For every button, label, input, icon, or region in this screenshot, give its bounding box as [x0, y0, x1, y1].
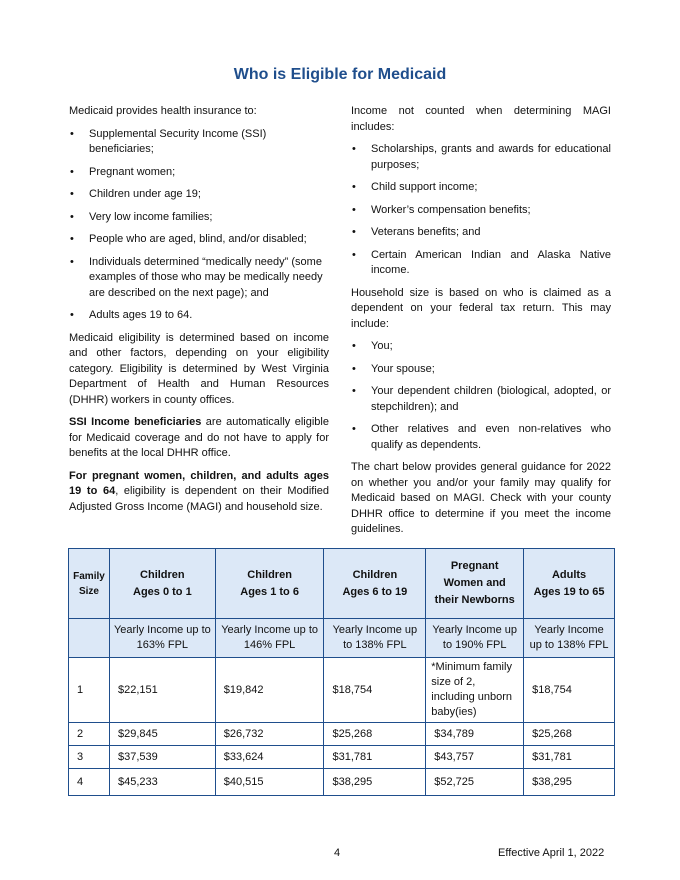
ssi-text: are automatically eligible for Medicaid coverage and do not have to apply for benefits at the local DHHR office. [69, 416, 329, 459]
list-item: • Very low income families; [69, 210, 329, 226]
household-list [351, 339, 611, 453]
page-title: Who is Eligible for Medicaid [233, 66, 447, 83]
header-line: Children [352, 568, 398, 581]
header-line: Family [73, 570, 105, 582]
table-cell: $26,732 [215, 723, 324, 746]
table-cell: 3 [69, 746, 110, 769]
list-item: • Certain American Indian and Alaska Native income. [351, 248, 611, 279]
list-item: • Other relatives and even non-relatives who qualify as dependents. [351, 422, 611, 453]
table-cell: $25,268 [324, 723, 426, 746]
table-cell: $38,295 [324, 769, 426, 796]
table-cell: $43,757 [426, 746, 524, 769]
subheader-cell: Yearly Income up to 190% FPL [426, 619, 524, 658]
right-intro: Income not counted when determining MAGI includes: [351, 105, 611, 133]
header-line: Children [140, 568, 185, 581]
table-row [69, 658, 615, 723]
header-line: Children [247, 568, 292, 581]
header-line: Ages 0 to 1 [133, 585, 192, 598]
table-cell: $31,781 [324, 746, 426, 769]
list-item: • Pregnant women; [69, 165, 329, 181]
subheader-cell: Yearly Income up to 138% FPL [524, 619, 615, 658]
coverage-list [69, 127, 329, 324]
header-line: Women and [443, 577, 506, 589]
header-line: Pregnant [450, 560, 499, 572]
list-item: • Your spouse; [351, 362, 611, 378]
header-line: Ages 1 to 6 [240, 585, 299, 598]
table-cell: $37,539 [109, 746, 215, 769]
table-cell: 4 [69, 769, 110, 796]
header-line: Ages 19 to 65 [533, 585, 605, 598]
table-row [69, 769, 615, 796]
table-cell: 1 [69, 658, 110, 723]
magi-text: , eligibility is dependent on their Modified Adjusted Gross Income (MAGI) and household size. [69, 485, 330, 513]
table-cell: $22,151 [109, 658, 215, 723]
table-cell: $45,233 [109, 769, 215, 796]
right-column [351, 104, 611, 545]
income-not-counted-list [351, 142, 611, 279]
list-item: • Child support income; [351, 180, 611, 196]
magi-paragraph [69, 469, 329, 516]
table-cell: *Minimum family size of 2, including unborn baby(ies) [426, 658, 524, 723]
table-cell: $25,268 [524, 723, 615, 746]
header-line: Size [78, 585, 99, 597]
table-cell: $34,789 [426, 723, 524, 746]
header-pregnant-women [426, 549, 524, 619]
table-cell: $40,515 [215, 769, 324, 796]
subheader-cell: Yearly Income up to 146% FPL [215, 619, 324, 658]
income-guidelines-table [68, 548, 615, 796]
subheader-cell: Yearly Income up to 163% FPL [109, 619, 215, 658]
header-line: Ages 6 to 19 [342, 585, 408, 598]
table-header-row [69, 549, 615, 619]
list-item: • Supplemental Security Income (SSI) beneficiaries; [69, 127, 329, 158]
ssi-bold: SSI Income beneficiaries [69, 416, 202, 428]
chart-intro-paragraph: The chart below provides general guidance for 2022 on whether you and/or your family may qualify for Medicaid based on MAGI. Check with your county DHHR office to determine if you meet the income guidelines. [351, 461, 611, 535]
table-cell: $33,624 [215, 746, 324, 769]
header-family-size [69, 549, 110, 619]
list-item: • Adults ages 19 to 64. [69, 308, 329, 324]
list-item: • Veterans benefits; and [351, 225, 611, 241]
header-children-0-1 [109, 549, 215, 619]
magi-bold: For pregnant women, children, and adults ages 19 to 64 [69, 469, 329, 497]
left-column [69, 104, 329, 522]
table-cell: 2 [69, 723, 110, 746]
table-cell: $31,781 [524, 746, 615, 769]
list-item: • Your dependent children (biological, adopted, or stepchildren); and [351, 384, 611, 415]
effective-date: Effective April 1, 2022 [498, 847, 605, 859]
subheader-cell [69, 619, 110, 658]
table-cell: $19,842 [215, 658, 324, 723]
household-paragraph: Household size is based on who is claimed as a dependent on your federal tax return. This may include: [351, 286, 611, 330]
header-children-1-6 [215, 549, 324, 619]
table-cell: $18,754 [324, 658, 426, 723]
table-row [69, 746, 615, 769]
left-intro: Medicaid provides health insurance to: [69, 105, 257, 117]
table-subheader-row [69, 619, 615, 658]
table-cell: $52,725 [426, 769, 524, 796]
list-item: • Scholarships, grants and awards for educational purposes; [351, 142, 611, 173]
table-cell: $18,754 [524, 658, 615, 723]
table-cell: $29,845 [109, 723, 215, 746]
table-row [69, 723, 615, 746]
list-item: • You; [351, 339, 611, 355]
subheader-cell: Yearly Income up to 138% FPL [324, 619, 426, 658]
list-item: • People who are aged, blind, and/or disabled; [69, 232, 329, 248]
table-cell: $38,295 [524, 769, 615, 796]
list-item: • Worker’s compensation benefits; [351, 203, 611, 219]
page-number: 4 [334, 847, 341, 859]
header-line: Adults [551, 568, 587, 581]
ssi-paragraph [69, 415, 329, 462]
header-line: their Newborns [434, 594, 515, 606]
list-item: • Individuals determined “medically needy” (some examples of those who may be medically needy are described on the next page); and [69, 255, 329, 302]
header-children-6-19 [324, 549, 426, 619]
header-adults [524, 549, 615, 619]
list-item: • Children under age 19; [69, 187, 329, 203]
eligibility-paragraph: Medicaid eligibility is determined based on income and other factors, depending on your eligibility category. Eligibility is determined by West Virginia Department of Health and Human Resources (DHHR) workers in county offices. [69, 331, 329, 406]
